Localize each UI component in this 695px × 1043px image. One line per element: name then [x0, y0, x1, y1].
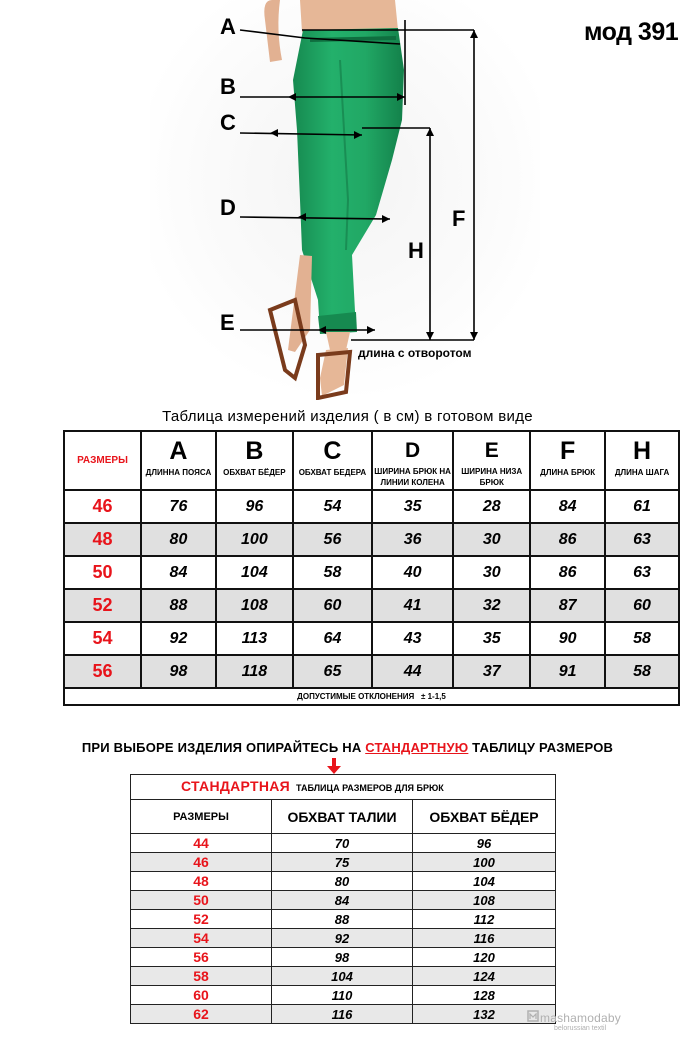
- value-cell: 43: [372, 622, 453, 655]
- standard-row: [131, 967, 556, 986]
- std-waist-cell: 104: [272, 967, 413, 986]
- value-cell: 40: [372, 556, 453, 589]
- std-hips-cell: 96: [413, 834, 556, 853]
- label-f: F: [452, 206, 466, 231]
- std-header-sizes: РАЗМЕРЫ: [131, 800, 272, 834]
- col-label: ДЛИНА БРЮК: [540, 468, 596, 477]
- std-waist-cell: 116: [272, 1005, 413, 1024]
- std-waist-cell: 98: [272, 948, 413, 967]
- standard-header-row: [131, 800, 556, 834]
- value-cell: 84: [141, 556, 216, 589]
- label-d: D: [220, 195, 236, 220]
- std-size-cell: 44: [131, 834, 272, 853]
- std-size-cell: 60: [131, 986, 272, 1005]
- value-cell: 44: [372, 655, 453, 688]
- value-cell: 86: [530, 523, 605, 556]
- standard-row: [131, 948, 556, 967]
- value-cell: 61: [605, 490, 679, 523]
- model-title: мод 391: [584, 18, 679, 46]
- watermark-text: mashamodaby: [540, 1011, 621, 1025]
- advice-text: [0, 740, 695, 755]
- value-cell: 64: [293, 622, 372, 655]
- std-waist-cell: 110: [272, 986, 413, 1005]
- value-cell: 118: [216, 655, 293, 688]
- value-cell: 92: [141, 622, 216, 655]
- value-cell: 104: [216, 556, 293, 589]
- value-cell: 56: [293, 523, 372, 556]
- standard-row: [131, 834, 556, 853]
- std-waist-cell: 92: [272, 929, 413, 948]
- value-cell: 108: [216, 589, 293, 622]
- value-cell: 63: [605, 556, 679, 589]
- value-cell: 35: [453, 622, 530, 655]
- std-waist-cell: 84: [272, 891, 413, 910]
- value-cell: 30: [453, 523, 530, 556]
- value-cell: 113: [216, 622, 293, 655]
- label-e: E: [220, 310, 235, 335]
- value-cell: 37: [453, 655, 530, 688]
- standard-row: [131, 853, 556, 872]
- standard-title-rest: ТАБЛИЦА РАЗМЕРОВ ДЛЯ БРЮК: [296, 783, 444, 793]
- std-hips-cell: 124: [413, 967, 556, 986]
- value-cell: 58: [605, 622, 679, 655]
- size-cell: 56: [64, 655, 141, 688]
- value-cell: 30: [453, 556, 530, 589]
- col-label: ШИРИНА БРЮК НА ЛИНИИ КОЛЕНА: [374, 467, 451, 487]
- measurement-caption: Таблица измерений изделия ( в см) в готовом виде: [162, 408, 533, 425]
- value-cell: 35: [372, 490, 453, 523]
- advice-part2: ТАБЛИЦУ РАЗМЕРОВ: [468, 740, 614, 755]
- measurement-row: [64, 556, 679, 589]
- std-header-hips: ОБХВАТ БЁДЕР: [413, 800, 556, 834]
- col-header-h: [605, 431, 679, 490]
- standard-row: [131, 910, 556, 929]
- std-header-waist: ОБХВАТ ТАЛИИ: [272, 800, 413, 834]
- tolerance-value: 1-1,5: [427, 692, 446, 701]
- value-cell: 80: [141, 523, 216, 556]
- value-cell: 63: [605, 523, 679, 556]
- watermark-logo-icon: [527, 1010, 539, 1022]
- value-cell: 100: [216, 523, 293, 556]
- col-header-c: [293, 431, 372, 490]
- front-ankle: [326, 332, 350, 350]
- sizes-header: РАЗМЕРЫ: [64, 431, 141, 490]
- advice-highlight: СТАНДАРТНУЮ: [365, 740, 469, 755]
- value-cell: 84: [530, 490, 605, 523]
- value-cell: 60: [293, 589, 372, 622]
- col-letter: A: [169, 437, 188, 465]
- value-cell: 58: [605, 655, 679, 688]
- std-hips-cell: 128: [413, 986, 556, 1005]
- value-cell: 86: [530, 556, 605, 589]
- std-size-cell: 48: [131, 872, 272, 891]
- standard-size-table: [130, 774, 556, 1024]
- down-arrow-icon: [327, 758, 341, 774]
- value-cell: 28: [453, 490, 530, 523]
- advice-part1: ПРИ ВЫБОРЕ ИЗДЕЛИЯ ОПИРАЙТЕСЬ НА: [81, 740, 366, 755]
- torso: [300, 0, 398, 32]
- plus-minus-icon: ±: [420, 692, 426, 701]
- standard-row: [131, 986, 556, 1005]
- watermark-subtext: belorussian textil: [554, 1025, 607, 1032]
- col-label: ДЛИННА ПОЯСА: [145, 468, 212, 477]
- value-cell: 87: [530, 589, 605, 622]
- measurement-table: [63, 430, 680, 706]
- col-letter: F: [560, 437, 576, 465]
- value-cell: 96: [216, 490, 293, 523]
- col-letter: H: [633, 437, 652, 465]
- measurement-row: [64, 655, 679, 688]
- label-a: A: [220, 14, 236, 39]
- std-size-cell: 46: [131, 853, 272, 872]
- standard-row: [131, 1005, 556, 1024]
- std-waist-cell: 80: [272, 872, 413, 891]
- watermark: [540, 1009, 621, 1032]
- col-header-a: [141, 431, 216, 490]
- size-cell: 46: [64, 490, 141, 523]
- size-cell: 50: [64, 556, 141, 589]
- label-c: C: [220, 110, 236, 135]
- value-cell: 98: [141, 655, 216, 688]
- std-hips-cell: 104: [413, 872, 556, 891]
- length-caption: длина с отворотом: [358, 346, 472, 360]
- std-size-cell: 56: [131, 948, 272, 967]
- tolerance-note: [64, 688, 679, 705]
- trousers-photo: [0, 0, 695, 400]
- standard-row: [131, 891, 556, 910]
- std-hips-cell: 100: [413, 853, 556, 872]
- col-letter: B: [245, 437, 264, 465]
- std-size-cell: 52: [131, 910, 272, 929]
- standard-title-red: СТАНДАРТНАЯ: [181, 778, 291, 794]
- std-waist-cell: 70: [272, 834, 413, 853]
- col-header-f: [530, 431, 605, 490]
- col-label: ДЛИНА ШАГА: [614, 468, 670, 477]
- value-cell: 41: [372, 589, 453, 622]
- col-label: ШИРИНА НИЗА БРЮК: [461, 467, 523, 487]
- col-header-d: [372, 431, 453, 490]
- std-size-cell: 50: [131, 891, 272, 910]
- std-hips-cell: 112: [413, 910, 556, 929]
- tolerance-label: ДОПУСТИМЫЕ ОТКЛОНЕНИЯ: [297, 692, 415, 701]
- std-hips-cell: 132: [413, 1005, 556, 1024]
- standard-row: [131, 929, 556, 948]
- std-size-cell: 58: [131, 967, 272, 986]
- size-cell: 52: [64, 589, 141, 622]
- value-cell: 54: [293, 490, 372, 523]
- std-hips-cell: 120: [413, 948, 556, 967]
- standard-title: [131, 775, 556, 800]
- size-cell: 54: [64, 622, 141, 655]
- col-letter: C: [323, 437, 342, 465]
- measurement-header-row: [64, 431, 679, 490]
- measurement-row: [64, 490, 679, 523]
- value-cell: 32: [453, 589, 530, 622]
- standard-title-row: [131, 775, 556, 800]
- value-cell: 58: [293, 556, 372, 589]
- standard-row: [131, 872, 556, 891]
- col-label: ОБХВАТ БЁДЕР: [223, 468, 286, 477]
- std-hips-cell: 116: [413, 929, 556, 948]
- tolerance-row: [64, 688, 679, 705]
- std-size-cell: 54: [131, 929, 272, 948]
- std-hips-cell: 108: [413, 891, 556, 910]
- col-header-b: [216, 431, 293, 490]
- std-waist-cell: 88: [272, 910, 413, 929]
- col-header-e: [453, 431, 530, 490]
- value-cell: 88: [141, 589, 216, 622]
- value-cell: 36: [372, 523, 453, 556]
- value-cell: 60: [605, 589, 679, 622]
- col-letter: D: [405, 439, 421, 462]
- value-cell: 90: [530, 622, 605, 655]
- col-label: ОБХВАТ БЕДЕРА: [298, 468, 367, 477]
- value-cell: 65: [293, 655, 372, 688]
- measurement-row: [64, 589, 679, 622]
- label-h: H: [408, 238, 424, 263]
- size-cell: 48: [64, 523, 141, 556]
- measurement-row: [64, 523, 679, 556]
- value-cell: 91: [530, 655, 605, 688]
- label-b: B: [220, 74, 236, 99]
- std-waist-cell: 75: [272, 853, 413, 872]
- std-size-cell: 62: [131, 1005, 272, 1024]
- value-cell: 76: [141, 490, 216, 523]
- measurement-row: [64, 622, 679, 655]
- col-letter: E: [484, 439, 499, 462]
